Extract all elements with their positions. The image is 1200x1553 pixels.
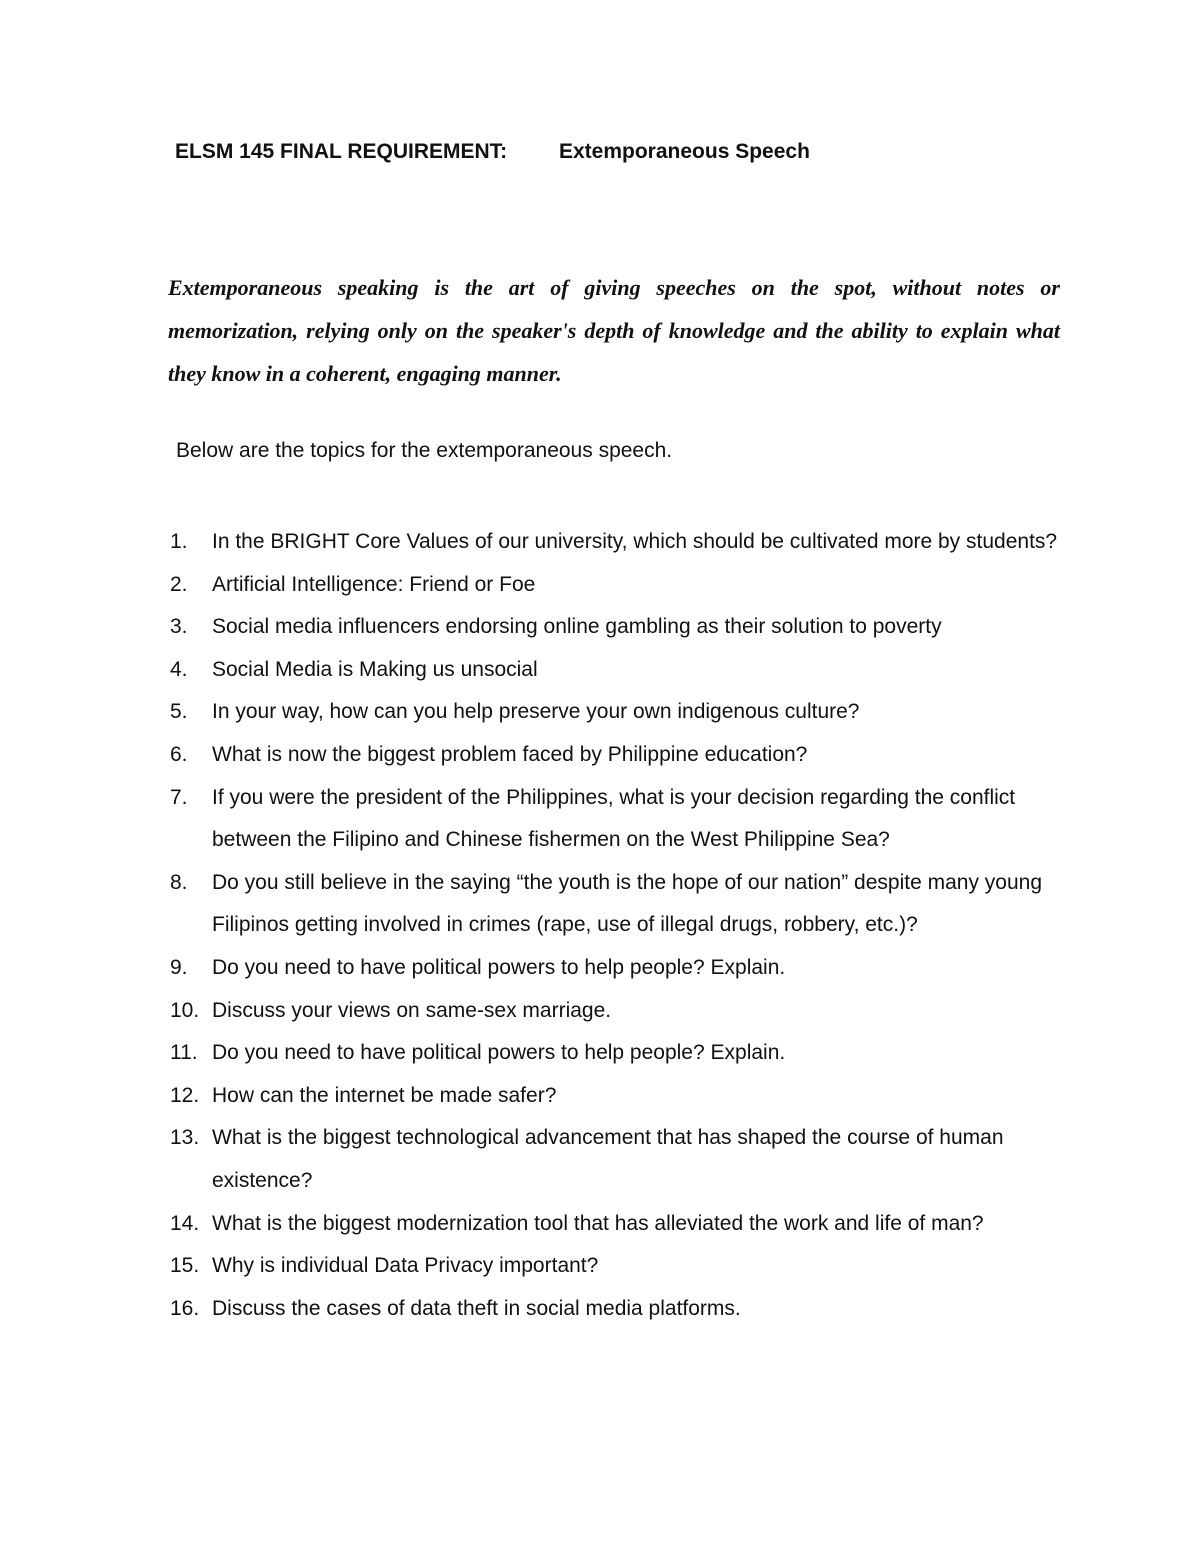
topic-number: 4. <box>170 657 188 681</box>
topic-number: 5. <box>170 700 188 724</box>
list-item <box>170 521 1070 564</box>
topic-text: Discuss the cases of data theft in social media platforms. <box>212 1296 741 1320</box>
topic-number: 11. <box>170 1041 198 1065</box>
topic-number: 10. <box>170 998 200 1022</box>
topic-number: 3. <box>170 615 188 639</box>
topic-text: In the BRIGHT Core Values of our university, which should be cultivated more by students? <box>212 530 1058 553</box>
list-item <box>170 1288 1070 1331</box>
topic-text: Do you need to have political powers to help people? Explain. <box>212 955 786 979</box>
list-item <box>170 947 1070 990</box>
definition-paragraph: Extemporaneous speaking is the art of giving speeches on the spot, without notes or memorization, relying only on the speaker's depth of knowledge and the ability to explain what they know in a coherent, engaging manner. <box>168 275 1060 386</box>
list-item <box>170 1075 1070 1118</box>
topic-text: What is now the biggest problem faced by Philippine education? <box>212 742 808 766</box>
topic-text: How can the internet be made safer? <box>212 1083 557 1107</box>
topic-number: 6. <box>170 742 188 766</box>
topic-text: Artificial Intelligence: Friend or Foe <box>212 572 536 596</box>
topic-text: Do you still believe in the saying “the youth is the hope of our nation” despite many young Filipinos getting involved in crimes (rape, use of illegal drugs, robbery, etc.)? <box>212 870 1043 937</box>
topic-text: If you were the president of the Philippines, what is your decision regarding the conflict between the Filipino and Chinese fishermen on the West Philippine Sea? <box>212 785 1016 852</box>
topic-number: 1. <box>170 530 188 553</box>
topic-text: What is the biggest modernization tool that has alleviated the work and life of man? <box>212 1211 984 1235</box>
list-item <box>170 1245 1070 1288</box>
speech-type: Extemporaneous Speech <box>559 140 810 163</box>
topic-text: Discuss your views on same-sex marriage. <box>212 998 612 1022</box>
list-item <box>170 606 1070 649</box>
list-item <box>170 564 1070 607</box>
document-title <box>175 140 810 164</box>
list-item <box>170 1117 1070 1202</box>
list-item <box>170 649 1070 692</box>
topic-number: 15. <box>170 1254 200 1278</box>
topic-text: Social Media is Making us unsocial <box>212 657 538 681</box>
list-item <box>170 777 1070 862</box>
topic-text: What is the biggest technological advancement that has shaped the course of human existence? <box>212 1126 1004 1192</box>
list-item <box>170 691 1070 734</box>
topic-text: Why is individual Data Privacy important? <box>212 1254 599 1278</box>
course-label: ELSM 145 FINAL REQUIREMENT: <box>175 140 508 163</box>
topic-number: 16. <box>170 1296 200 1320</box>
topic-number: 8. <box>170 870 188 894</box>
topic-number: 9. <box>170 955 188 979</box>
topic-text: In your way, how can you help preserve your own indigenous culture? <box>212 700 860 724</box>
list-item <box>170 990 1070 1033</box>
topic-number: 7. <box>170 785 188 809</box>
topic-text: Do you need to have political powers to help people? Explain. <box>212 1041 786 1065</box>
list-item <box>170 734 1070 777</box>
topic-number: 13. <box>170 1126 200 1150</box>
list-item <box>170 862 1070 947</box>
topics-intro: Below are the topics for the extemporaneous speech. <box>176 439 673 462</box>
list-item <box>170 1203 1070 1246</box>
topic-number: 14. <box>170 1211 200 1235</box>
topic-number: 2. <box>170 572 188 596</box>
topics-list <box>170 521 1070 1330</box>
topic-number: 12. <box>170 1083 200 1107</box>
list-item <box>170 1032 1070 1075</box>
topic-text: Social media influencers endorsing online gambling as their solution to poverty <box>212 615 942 639</box>
